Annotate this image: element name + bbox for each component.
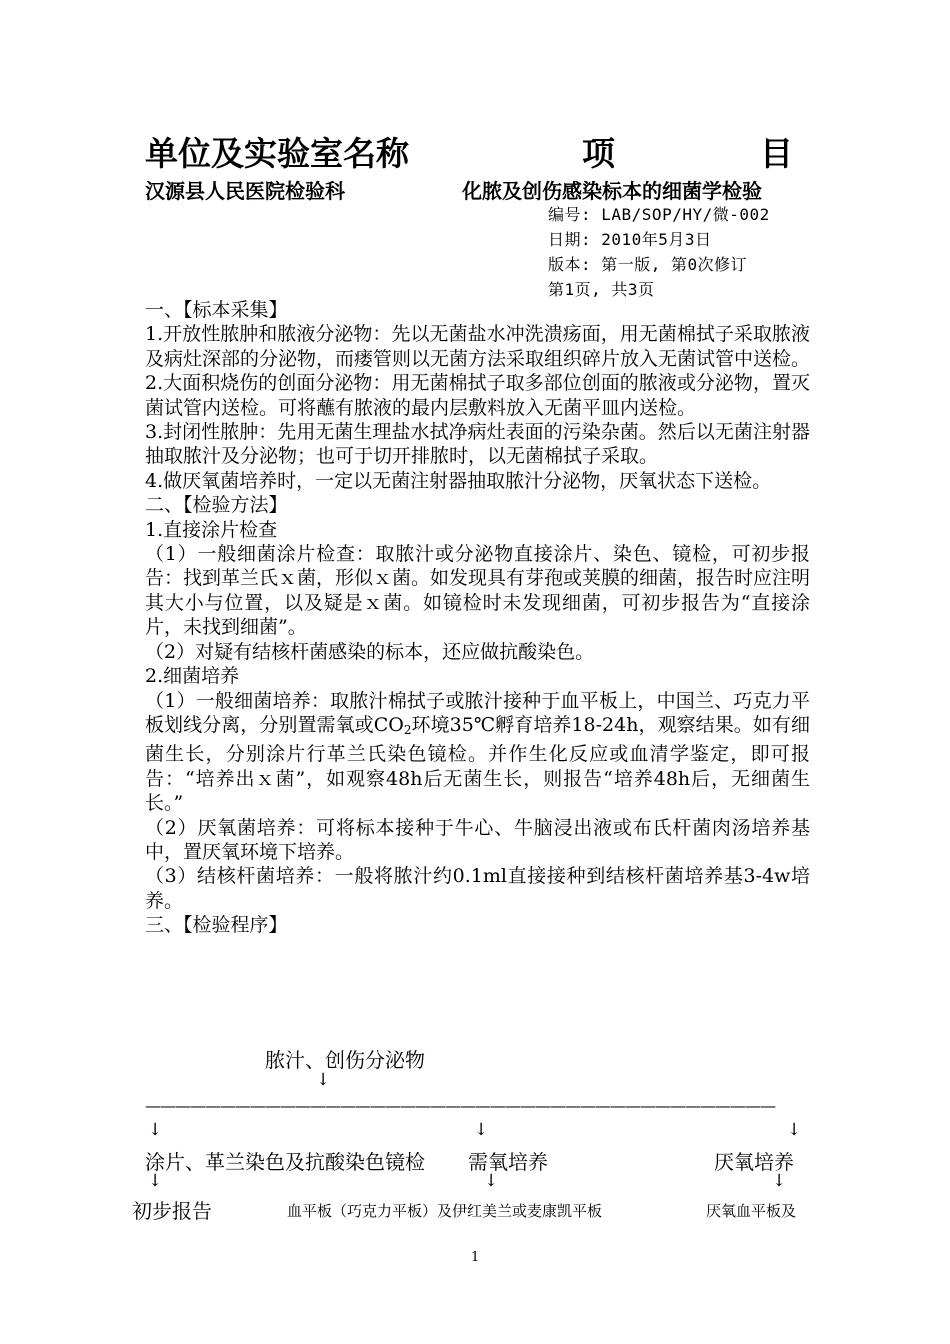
project-name: 化脓及创伤感染标本的细菌学检验 <box>462 179 762 203</box>
flow-arrow-down-icon: ↓ <box>316 1070 331 1090</box>
page-number: 1 <box>471 1250 480 1265</box>
flow-arrow-down-icon: ↓ <box>484 1171 499 1191</box>
co2-subscript: 2 <box>403 722 412 737</box>
section-2-sub-1: 1.直接涂片检查 <box>145 518 278 541</box>
flow-arrow-down-icon: ↓ <box>787 1120 802 1140</box>
flow-leaf-anaerobic-plates: 厌氧血平板及 <box>706 1202 797 1220</box>
section-1-title: 一、【标本采集】 <box>145 299 288 321</box>
section-2-para-3-a: （1）一般细菌培养：取脓汁棉拭子或脓汁接种于血平板上，中国兰、巧克力平板划线分离，分别置需氧或CO <box>145 689 810 736</box>
flow-branch-aerobic: 需氧培养 <box>468 1150 548 1174</box>
section-1-para-2: 2.大面积烧伤的创面分泌物：用无菌棉拭子取多部位创面的脓液或分泌物，置灭菌试管内送检。可将蘸有脓液的最内层敷料放入无菌平皿内送检。 <box>145 372 810 419</box>
header-right-title-1: 项 <box>582 134 615 173</box>
flow-arrow-down-icon: ↓ <box>148 1171 163 1191</box>
flow-branch-anaerobic: 厌氧培养 <box>714 1150 794 1174</box>
doc-page-info: 第1页, 共3页 <box>548 280 655 299</box>
section-2-para-5: （3）结核杆菌培养：一般将脓汁约0.1ml直接接种到结核杆菌培养基3-4w培养。 <box>145 865 810 912</box>
flow-branch-smear: 涂片、革兰染色及抗酸染色镜检 <box>145 1150 425 1174</box>
doc-version: 版本: 第一版, 第0次修订 <box>548 255 748 274</box>
flow-leaf-aerobic-plates: 血平板（巧克力平板）及伊红美兰或麦康凯平板 <box>287 1202 603 1220</box>
section-2-para-2: （2）对疑有结核杆菌感染的标本，还应做抗酸染色。 <box>145 640 595 663</box>
doc-date: 日期: 2010年5月3日 <box>548 230 712 249</box>
section-2-para-4: （2）厌氧菌培养：可将标本接种于牛心、牛脑浸出液或布氏杆菌肉汤培养基中，置厌氧环境下培养。 <box>145 816 810 863</box>
section-2-para-1: （1）一般细菌涂片检查：取脓汁或分泌物直接涂片、染色、镜检，可初步报告：找到革兰氏ｘ菌，形似ｘ菌。如发现具有芽孢或荚膜的细菌，报告时应注明其大小与位置，以及疑是ｘ菌。如镜检时未发现细菌，可初步报告为“直接涂片，未找到细菌”。 <box>145 543 811 639</box>
flow-arrow-down-icon: ↓ <box>474 1120 489 1140</box>
flow-arrow-down-icon: ↓ <box>148 1120 163 1140</box>
section-1-para-1: 1.开放性脓肿和脓液分泌物：先以无菌盐水冲洗溃疡面，用无菌棉拭子采取脓液及病灶深部的分泌物，而瘘管则以无菌方法采取组织碎片放入无菌试管中送检。 <box>145 323 811 370</box>
document-body <box>145 298 810 938</box>
flow-leaf-preliminary-report: 初步报告 <box>132 1199 212 1223</box>
section-2-sub-2: 2.细菌培养 <box>145 665 240 688</box>
section-3-title: 三、【检验程序】 <box>145 914 288 937</box>
section-2-para-3 <box>145 689 810 816</box>
header-right-title-2: 目 <box>760 134 793 173</box>
section-1-para-3: 3.封闭性脓肿：先用无菌生理盐水拭净病灶表面的污染杂菌。然后以无菌注射器抽取脓汁及分泌物；也可于切开排脓时，以无菌棉拭子采取。 <box>145 421 810 468</box>
section-1-para-4: 4.做厌氧菌培养时，一定以无菌注射器抽取脓汁分泌物，厌氧状态下送检。 <box>145 469 772 492</box>
flow-divider: —————————————————————————————————————————— <box>145 1096 775 1115</box>
section-2-title: 二、【检验方法】 <box>145 494 288 517</box>
flow-arrow-down-icon: ↓ <box>772 1171 787 1191</box>
doc-code: 编号: LAB/SOP/HY/微-002 <box>548 205 770 224</box>
flow-start: 脓汁、创伤分泌物 <box>265 1048 425 1072</box>
header-left-title: 单位及实验室名称 <box>145 134 409 173</box>
section-2-para-3-b: 环境35℃孵育培养18-24h，观察结果。如有细菌生长，分别涂片行革兰氏染色镜检。并作生化反应或血清学鉴定，即可报告：“培养出ｘ菌”，如观察48h后无菌生长，则报告“培养48h后，无细菌生长。” <box>145 713 810 815</box>
unit-name: 汉源县人民医院检验科 <box>145 179 345 203</box>
